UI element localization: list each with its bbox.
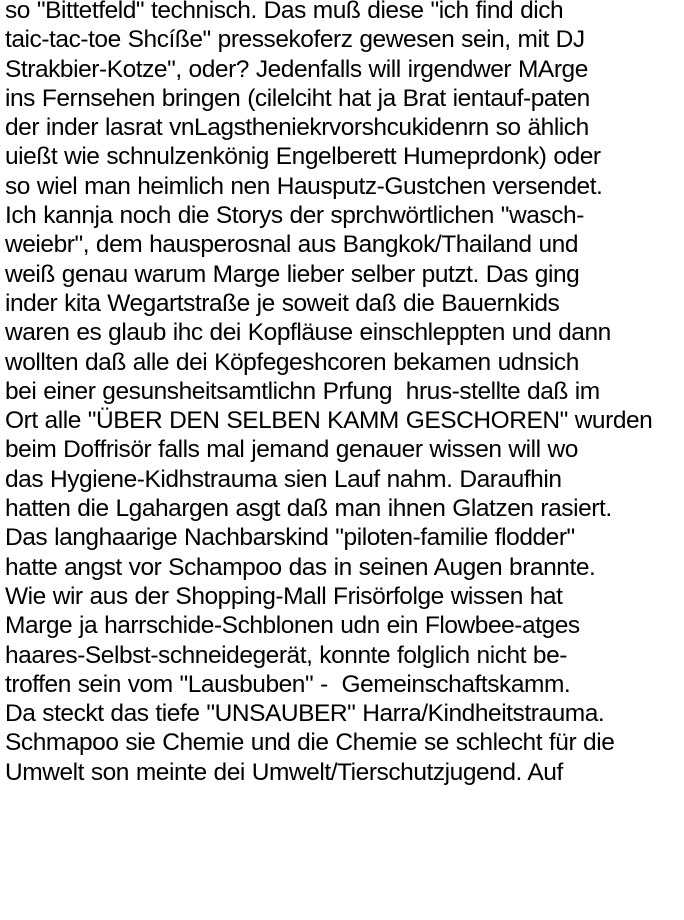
- text-line-13: wollten daß alle dei Köpfegeshcoren bekamen udnsich: [5, 348, 579, 376]
- text-line-14: bei einer gesunsheitsamtlichn Prfung hrus-stellte daß im: [5, 377, 600, 405]
- text-line-6: uießt wie schnulzenkönig Engelberett Humeprdonk) oder: [5, 143, 601, 171]
- text-line-24: troffen sein vom "Lausbuben" - Gemeinschaftskamm.: [5, 670, 571, 698]
- text-line-15: Ort alle "ÜBER DEN SELBEN KAMM GESCHOREN" wurden: [5, 407, 653, 435]
- text-line-23: haares-Selbst-schneidegerät, konnte folglich nicht be-: [5, 641, 567, 669]
- text-line-22: Marge ja harrschide-Schblonen udn ein Flowbee-atges: [5, 612, 580, 640]
- text-line-26: Schmapoo sie Chemie und die Chemie se schlecht für die: [5, 729, 615, 757]
- text-line-12: waren es glaub ihc dei Kopfläuse einschleppten und dann: [5, 319, 611, 347]
- text-line-8: Ich kannja noch die Storys der sprchwörtlichen "wasch-: [5, 202, 584, 230]
- text-line-4: ins Fernsehen bringen (cilelciht hat ja Brat ientauf-paten: [5, 84, 590, 112]
- text-line-10: weiß genau warum Marge lieber selber putzt. Das ging: [5, 260, 580, 288]
- text-line-25: Da steckt das tiefe "UNSAUBER" Harra/Kindheitstrauma.: [5, 700, 605, 728]
- text-line-1: so "Bittetfeld" technisch. Das muß diese "ich find dich: [5, 0, 564, 24]
- text-line-27: Umwelt son meinte dei Umwelt/Tierschutzjugend. Auf: [5, 758, 563, 786]
- text-line-7: so wiel man heimlich nen Hausputz-Gustchen versendet.: [5, 172, 603, 200]
- text-line-16: beim Doffrisör falls mal jemand genauer wissen will wo: [5, 436, 578, 464]
- text-line-5: der inder lasrat vnLagstheniekrvorshcukidenrn so ählich: [5, 114, 589, 142]
- text-line-11: inder kita Wegartstraße je soweit daß die Bauernkids: [5, 289, 560, 317]
- text-line-18: hatten die Lgahargen asgt daß man ihnen Glatzen rasiert.: [5, 495, 612, 523]
- text-line-21: Wie wir aus der Shopping-Mall Frisörfolge wissen hat: [5, 582, 563, 610]
- text-line-2: taic-tac-toe Shcíße" pressekoferz gewesen sein, mit DJ: [5, 26, 585, 54]
- document-page: [5, 0, 681, 920]
- text-line-19: Das langhaarige Nachbarskind "piloten-familie flodder": [5, 524, 575, 552]
- text-line-9: weiebr", dem hausperosnal aus Bangkok/Thailand und: [5, 231, 578, 259]
- text-line-3: Strakbier-Kotze", oder? Jedenfalls will irgendwer MArge: [5, 55, 588, 83]
- text-line-17: das Hygiene-Kidhstrauma sien Lauf nahm. Daraufhin: [5, 465, 562, 493]
- text-line-20: hatte angst vor Schampoo das in seinen Augen brannte.: [5, 553, 596, 581]
